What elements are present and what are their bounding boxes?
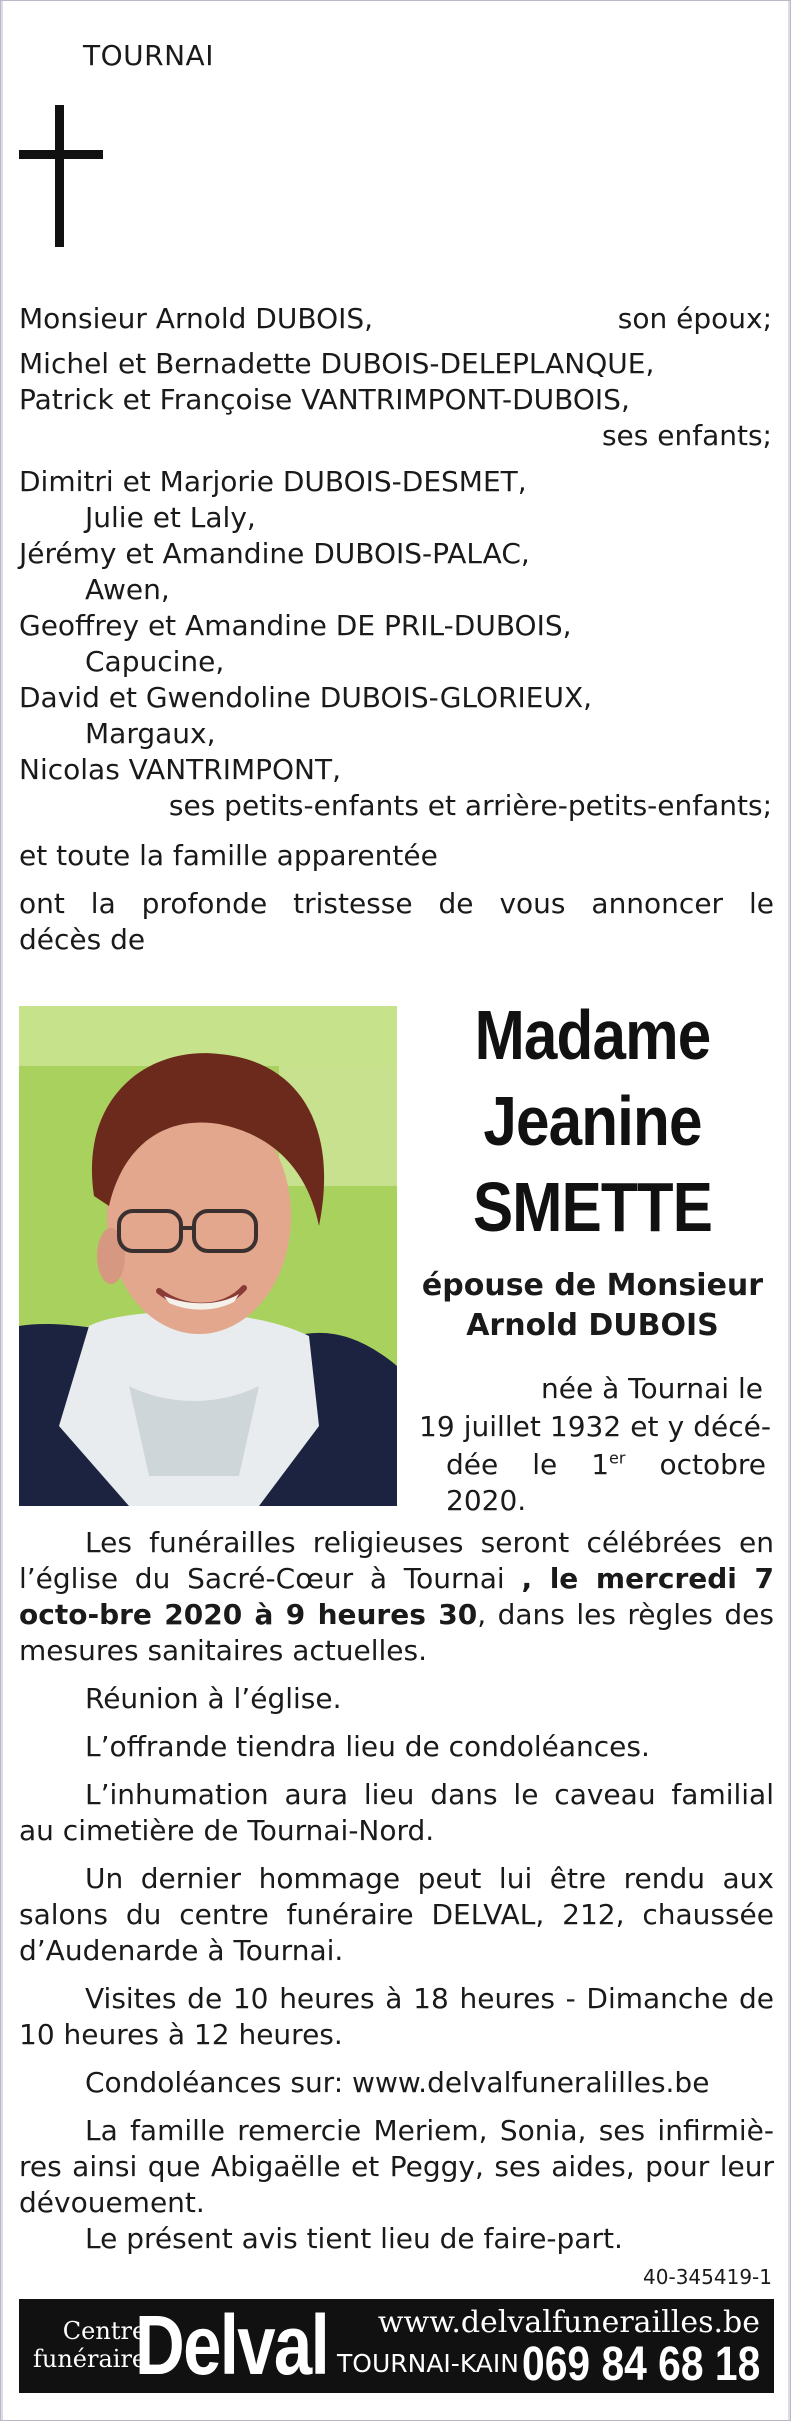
born-date-sup: er [609,1448,626,1468]
born-line-1: née à Tournai le [541,1372,763,1405]
husband-name: Monsieur Arnold DUBOIS, [19,302,374,335]
condolences-text: Condoléances sur: www.delvalfuneralilles.be [85,2066,710,2099]
grandchild-line: Geoffrey et Amandine DE PRIL-DUBOIS, [19,609,572,642]
visits-paragraph [19,1981,774,2053]
great-grandchild-line: Julie et Laly, [85,501,256,534]
born-date-end: octobre 2020. [446,1448,766,1517]
funeral-home-banner [19,2299,774,2393]
grandchild-line: Dimitri et Marjorie DUBOIS-DESMET, [19,465,527,498]
brand-logo: Delval [135,2298,329,2392]
announce-line-2: décès de [19,923,146,956]
spouse-line-2: Arnold DUBOIS [466,1308,719,1343]
visits-text: Visites de 10 heures à 18 heures - Dimanche de 10 heures à 12 heures. [19,1982,774,2051]
husband-role: son époux; [617,302,772,335]
frame-left [1,1,3,2420]
portrait-photo [19,1006,397,1506]
thanks-paragraph [19,2113,774,2221]
born-line-2: 19 juillet 1932 et y décé- [419,1410,771,1443]
grandchild-line: Jérémy et Amandine DUBOIS-PALAC, [19,537,530,570]
condolences-paragraph [19,2065,774,2101]
born-line-3 [446,1447,766,1519]
burial-text: L’inhumation aura lieu dans le caveau familial au cimetière de Tournai-Nord. [19,1778,774,1847]
phone-number: 069 84 68 18 [521,2338,760,2391]
website-link[interactable]: www.delvalfunerailles.be [377,2305,760,2340]
ceremony-text: Les funérailles religieuses seront célébrées en l’église du Sacré-Cœur à Tournai [19,1526,774,1595]
cross-icon [19,105,103,247]
grandchildren-role: ses petits-enfants et arrière-petits-enfants; [168,789,772,822]
great-grandchild-line: Margaux, [85,717,216,750]
child-line: Patrick et Françoise VANTRIMPONT-DUBOIS, [19,383,630,416]
deceased-last-name: SMETTE [473,1168,712,1246]
funeraire-word: funéraire [33,2345,147,2373]
great-grandchild-line: Capucine, [85,645,225,678]
centre-label [33,2317,146,2373]
spouse-line-1: épouse de Monsieur [421,1268,764,1303]
offering-text: L’offrande tiendra lieu de condoléances. [85,1730,650,1763]
gathering-paragraph [19,1681,774,1717]
ceremony-date: , le mercredi 7 octo-bre 2020 à 9 heures 30 [19,1562,774,1631]
grandchild-line: David et Gwendoline DUBOIS-GLORIEUX, [19,681,593,714]
offering-paragraph [19,1729,774,1765]
city-heading: TOURNAI [83,39,214,72]
footer-city: TOURNAI-KAIN [337,2349,519,2378]
frame-right [788,1,790,2420]
tribute-paragraph [19,1861,774,1969]
centre-word: Centre [62,2317,147,2345]
notice-paragraph [19,2221,774,2257]
child-line: Michel et Bernadette DUBOIS-DELEPLANQUE, [19,347,655,380]
ceremony-paragraph [19,1525,774,1669]
great-grandchild-line: Awen, [85,573,170,606]
born-date: dée le 1 [446,1448,610,1481]
tribute-text: Un dernier hommage peut lui être rendu aux salons du centre funéraire DELVAL, 212, chaussée d’Audenarde à Tournai. [19,1862,774,1967]
thanks-text: La famille remercie Meriem, Sonia, ses infirmiè-res ainsi que Abigaëlle et Peggy, ses aides, pour leur dévouement. [19,2114,774,2219]
family-line: et toute la famille apparentée [19,839,438,872]
gathering-text: Réunion à l’église. [85,1682,342,1715]
grandchild-line: Nicolas VANTRIMPONT, [19,753,341,786]
reference-number: 40-345419-1 [643,2265,772,2289]
deceased-title: Madame [474,996,711,1074]
deceased-first-name: Jeanine [483,1082,702,1160]
ceremony-text-end: , dans les règles des mesures sanitaires actuelles. [19,1598,774,1667]
children-role: ses enfants; [601,419,772,452]
announce-line-1: ont la profonde tristesse de vous annoncer le [19,887,774,920]
burial-paragraph [19,1777,774,1849]
notice-text: Le présent avis tient lieu de faire-part. [85,2222,623,2255]
